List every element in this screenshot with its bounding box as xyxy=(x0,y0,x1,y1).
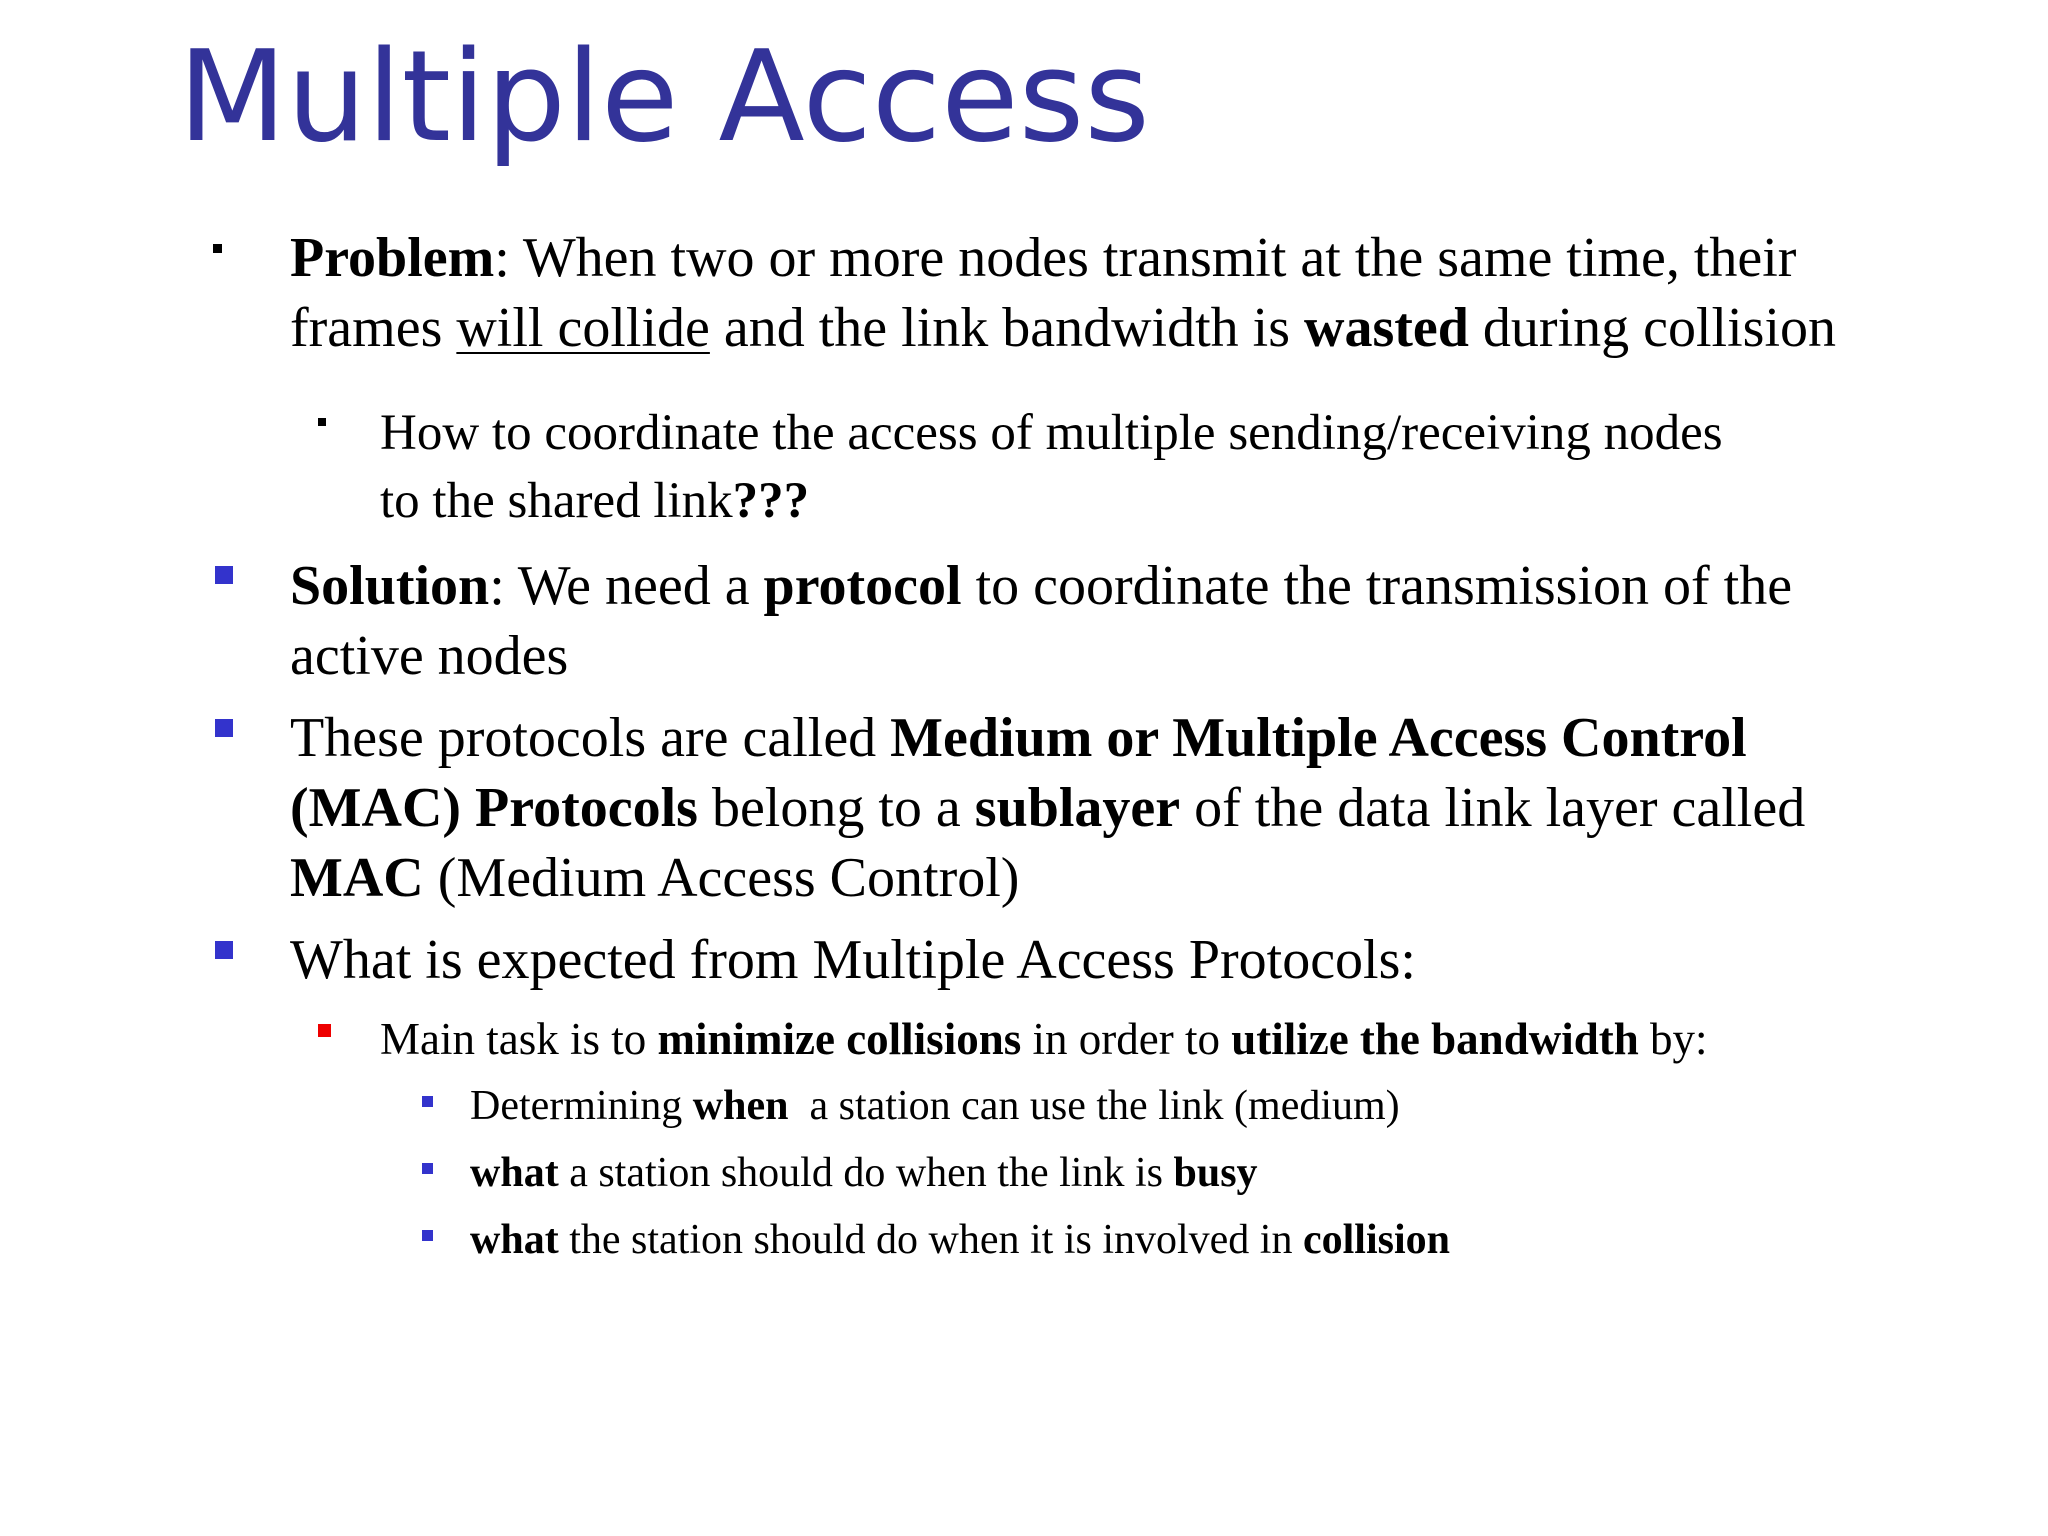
solution-line-1: Solution: We need a protocol to coordinate the transmission of the xyxy=(290,555,1793,617)
question-line-2: to the shared link??? xyxy=(380,473,810,529)
problem-line-1: Problem: When two or more nodes transmit at the same time, their xyxy=(290,227,1797,289)
square-bullet-icon xyxy=(215,941,233,959)
question-line-1: How to coordinate the access of multiple sending/receiving nodes xyxy=(380,405,1723,461)
solution-line-2: active nodes xyxy=(290,625,569,687)
square-bullet-icon xyxy=(422,1096,433,1107)
square-bullet-icon xyxy=(215,719,233,737)
square-bullet-icon xyxy=(422,1163,433,1174)
problem-line-2: frames will collide and the link bandwidth is wasted during collision xyxy=(290,297,1837,359)
determining-line: Determining when a station can use the link (medium) xyxy=(470,1083,1400,1129)
problem-label: Problem xyxy=(290,227,495,289)
square-bullet-icon xyxy=(213,244,222,253)
square-bullet-icon xyxy=(215,566,233,584)
underlined-text: will collide xyxy=(456,297,710,359)
collision-line: what the station should do when it is involved in collision xyxy=(470,1217,1451,1263)
mac-line-2: (MAC) Protocols belong to a sublayer of the data link layer called xyxy=(290,777,1806,839)
busy-line: what a station should do when the link is busy xyxy=(470,1150,1258,1196)
expected-line: What is expected from Multiple Access Protocols: xyxy=(290,929,1416,991)
slide-title: Multiple Access xyxy=(178,23,1150,170)
mac-line-3: MAC (Medium Access Control) xyxy=(290,847,1020,909)
mac-line-1: These protocols are called Medium or Multiple Access Control xyxy=(290,707,1747,769)
main-task-line: Main task is to minimize collisions in order to utilize the bandwidth by: xyxy=(380,1014,1708,1064)
solution-label: Solution xyxy=(290,555,490,617)
square-bullet-icon xyxy=(422,1230,433,1241)
square-bullet-icon xyxy=(318,418,326,426)
square-bullet-icon xyxy=(318,1024,331,1037)
